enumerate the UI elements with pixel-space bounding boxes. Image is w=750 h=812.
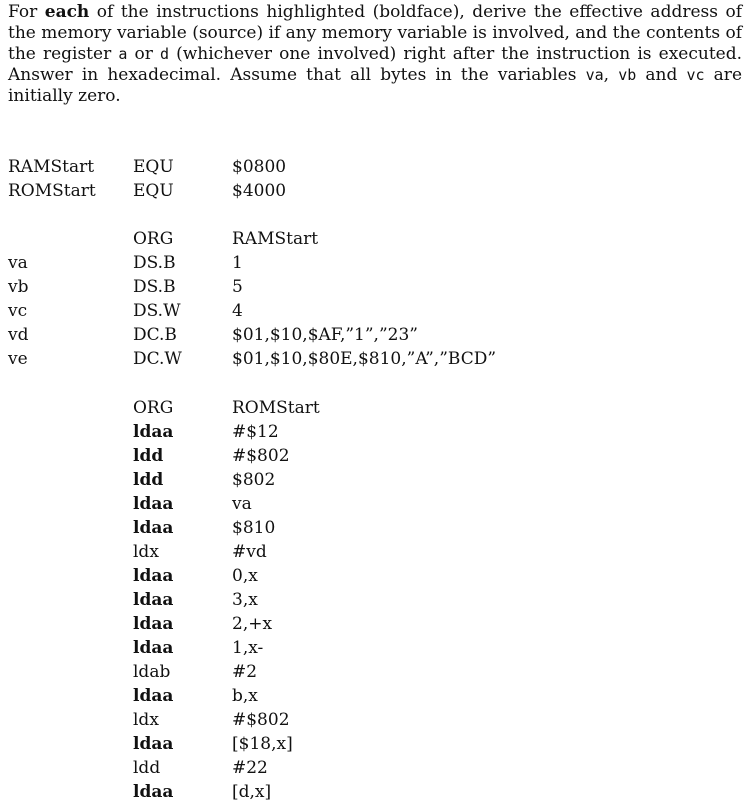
register-a: a <box>118 45 128 63</box>
line-operand: ROMStart <box>232 398 320 418</box>
line-opcode: ldaa <box>133 422 174 442</box>
register-d: d <box>159 45 169 63</box>
line-opcode: ldaa <box>133 614 174 634</box>
line-operand: $01,$10,$AF,”1”,”23” <box>232 325 418 345</box>
problem-statement <box>8 2 742 107</box>
intro-emphasis: each <box>44 2 90 22</box>
line-operand: $0800 <box>232 157 287 177</box>
line-label: ROMStart <box>8 181 96 201</box>
line-operand: 4 <box>232 301 243 321</box>
line-operand: 1,x- <box>232 638 264 658</box>
intro-text: , <box>603 65 619 85</box>
line-operand: $4000 <box>232 181 287 201</box>
line-operand: $810 <box>232 518 276 538</box>
line-label: vd <box>8 325 29 345</box>
line-operand: #vd <box>232 542 267 562</box>
intro-text: (whichever one involved) right after the instruction is executed. Answer in hexadecimal. Assume that all bytes in the variables <box>8 44 742 85</box>
line-opcode: DS.B <box>133 253 176 273</box>
line-operand: #22 <box>232 758 268 778</box>
line-opcode: ldd <box>133 758 161 778</box>
line-operand: 0,x <box>232 566 258 586</box>
line-operand: RAMStart <box>232 229 319 249</box>
line-opcode: EQU <box>133 157 174 177</box>
line-opcode: ORG <box>133 398 174 418</box>
line-operand: [d,x] <box>232 782 272 802</box>
line-opcode: DC.W <box>133 349 182 369</box>
line-opcode: ORG <box>133 229 174 249</box>
line-opcode: ldd <box>133 446 164 466</box>
line-operand: #$12 <box>232 422 279 442</box>
line-opcode: ldaa <box>133 518 174 538</box>
line-opcode: DC.B <box>133 325 177 345</box>
line-label: vb <box>8 277 29 297</box>
line-opcode: ldaa <box>133 638 174 658</box>
line-opcode: ldd <box>133 470 164 490</box>
line-opcode: ldx <box>133 542 159 562</box>
line-operand: $01,$10,$80E,$810,”A”,”BCD” <box>232 349 497 369</box>
line-operand: 1 <box>232 253 243 273</box>
line-operand: #$802 <box>232 446 290 466</box>
line-opcode: ldaa <box>133 590 174 610</box>
line-operand: 5 <box>232 277 243 297</box>
line-operand: $802 <box>232 470 276 490</box>
line-label: ve <box>8 349 28 369</box>
variable-va: va <box>585 66 604 84</box>
line-label: RAMStart <box>8 157 95 177</box>
line-opcode: ldaa <box>133 734 174 754</box>
line-label: va <box>8 253 28 273</box>
intro-text: For <box>8 2 45 22</box>
line-operand: b,x <box>232 686 258 706</box>
line-opcode: ldaa <box>133 686 174 706</box>
line-opcode: DS.W <box>133 301 181 321</box>
line-opcode: EQU <box>133 181 174 201</box>
intro-text: are initially zero. <box>8 65 742 106</box>
line-operand: [$18,x] <box>232 734 293 754</box>
intro-text: or <box>127 44 160 64</box>
line-operand: 3,x <box>232 590 258 610</box>
line-operand: #$802 <box>232 710 290 730</box>
line-operand: #2 <box>232 662 258 682</box>
line-operand: 2,+x <box>232 614 273 634</box>
line-opcode: DS.B <box>133 277 176 297</box>
variable-vc: vc <box>686 66 705 84</box>
line-operand: va <box>232 494 252 514</box>
intro-text: of the instructions highlighted (boldface), derive the effective address of the memory variable (source) if any memory variable is involved, and the contents of the register <box>8 2 743 64</box>
intro-text: and <box>636 65 687 85</box>
line-opcode: ldab <box>133 662 171 682</box>
variable-vb: vb <box>618 66 637 84</box>
line-opcode: ldx <box>133 710 159 730</box>
line-opcode: ldaa <box>133 782 174 802</box>
line-opcode: ldaa <box>133 566 174 586</box>
line-opcode: ldaa <box>133 494 174 514</box>
line-label: vc <box>8 301 28 321</box>
